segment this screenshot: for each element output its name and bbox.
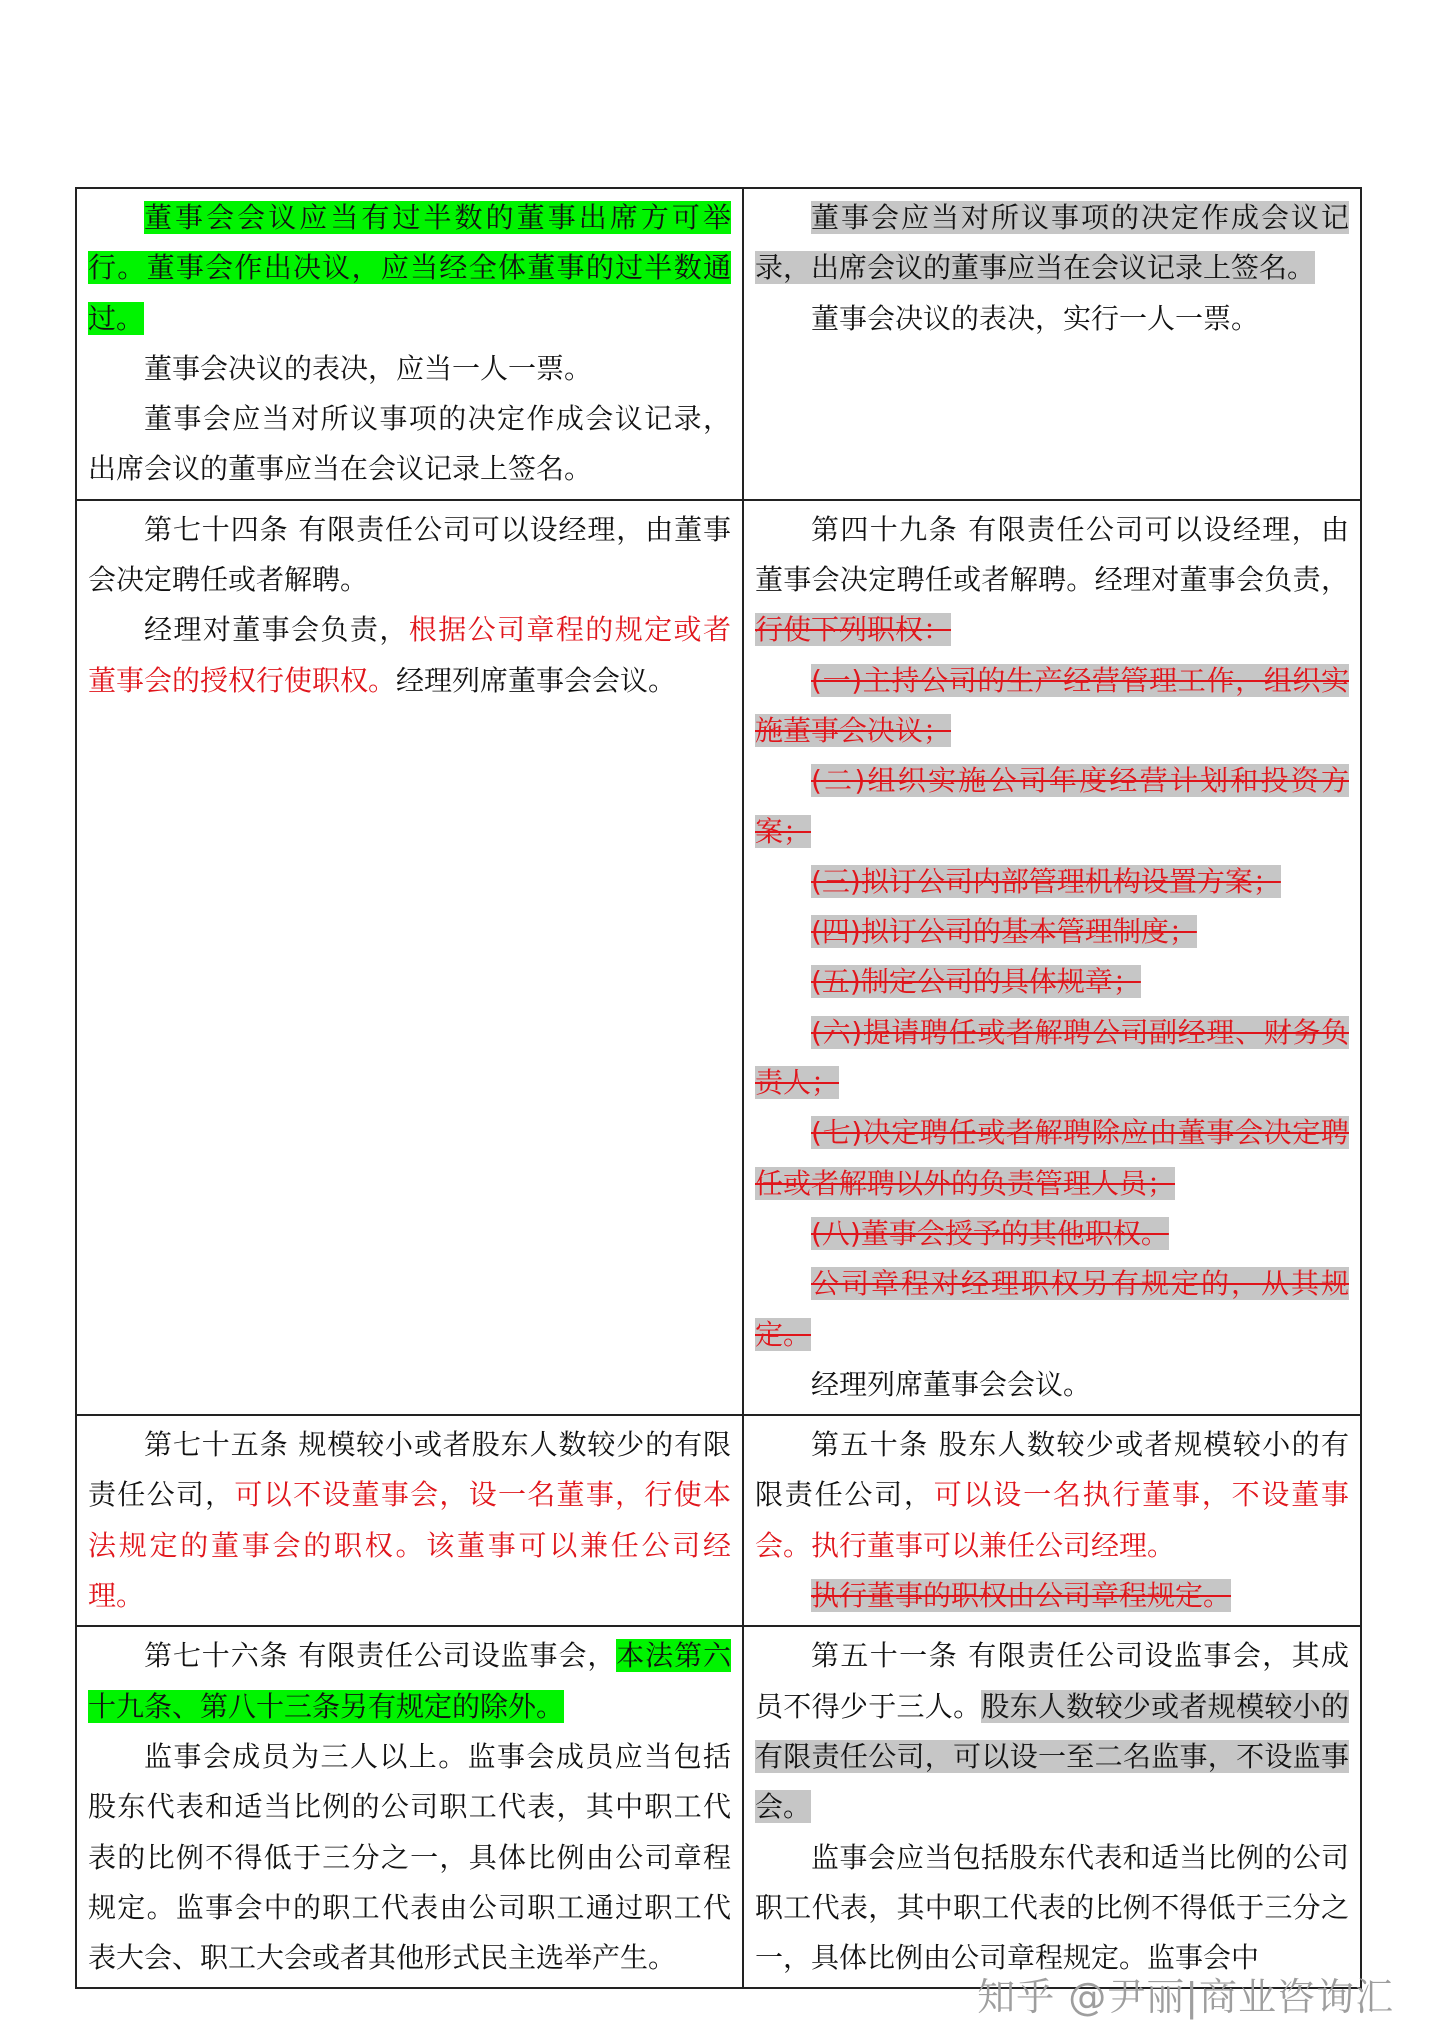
clause-paragraph [755, 193, 1349, 294]
clause-paragraph [755, 1259, 1349, 1360]
clause-paragraph [755, 1108, 1349, 1209]
clause-paragraph [755, 1420, 1349, 1571]
clause-text: 第七十五条 规模较小或者股东人数较少的有限责任公司， [88, 1428, 731, 1512]
clause-paragraph [755, 294, 1349, 344]
deleted-text: (四)拟订公司的基本管理制度； [811, 915, 1197, 949]
clause-paragraph [755, 1360, 1349, 1410]
watermark: 知乎 @尹丽|商业咨询汇 [977, 1975, 1394, 2019]
old-law-cell [743, 500, 1361, 1415]
clause-paragraph [755, 1631, 1349, 1832]
highlighted-text: 董事会会议应当有过半数的董事出席方可举行。董事会作出决议，应当经全体董事的过半数通过。 [88, 201, 731, 335]
table-row [76, 1626, 1361, 1988]
law-comparison-table [75, 187, 1362, 1989]
clause-paragraph [88, 1631, 731, 1732]
clause-paragraph [755, 907, 1349, 957]
old-law-cell [743, 1415, 1361, 1626]
clause-paragraph [755, 756, 1349, 857]
new-law-cell [76, 188, 743, 500]
highlighted-text: 本法第六十九条、第八十三条另有规定的除外。 [88, 1639, 731, 1723]
clause-paragraph [88, 605, 731, 706]
old-law-cell [743, 1626, 1361, 1988]
deleted-text: (八)董事会授予的其他职权。 [811, 1216, 1169, 1250]
deleted-text: 行使下列职权： [755, 613, 952, 647]
clause-paragraph [88, 1420, 731, 1621]
clause-text: 董事会应当对所议事项的决定作成会议记录，出席会议的董事应当在会议记录上签名。 [88, 402, 731, 486]
deleted-text: (二)组织实施公司年度经营计划和投资方案； [755, 764, 1349, 848]
clause-text: 第七十六条 有限责任公司设监事会， [144, 1639, 617, 1673]
clause-paragraph [88, 193, 731, 344]
deleted-text: (五)制定公司的具体规章； [811, 965, 1141, 999]
highlighted-text: 董事会应当对所议事项的决定作成会议记录，出席会议的董事应当在会议记录上签名。 [755, 201, 1349, 285]
clause-paragraph [755, 1008, 1349, 1109]
clause-paragraph [755, 505, 1349, 656]
clause-text: 第七十四条 有限责任公司可以设经理，由董事会决定聘任或者解聘。 [88, 512, 731, 597]
clause-paragraph [88, 344, 731, 394]
clause-paragraph [88, 505, 731, 606]
changed-text: 可以设一名执行董事，不设董事会。执行董事可以兼任公司经理。 [755, 1478, 1349, 1562]
new-law-cell [76, 1415, 743, 1626]
table-row [76, 188, 1361, 500]
clause-text: 董事会决议的表决，实行一人一票。 [811, 301, 1260, 335]
deleted-text: 执行董事的职权由公司章程规定。 [811, 1579, 1232, 1613]
clause-text: 经理对董事会负责， [144, 613, 409, 647]
clause-paragraph [88, 394, 731, 495]
clause-paragraph [755, 1833, 1349, 1984]
deleted-text: (六)提请聘任或者解聘公司副经理、财务负责人； [755, 1015, 1349, 1100]
clause-text: 经理列席董事会会议。 [811, 1367, 1092, 1401]
clause-paragraph [88, 1732, 731, 1983]
new-law-cell [76, 500, 743, 1415]
clause-paragraph [755, 957, 1349, 1007]
clause-paragraph [755, 857, 1349, 907]
changed-text: 可以不设董事会，设一名董事，行使本法规定的董事会的职权。该董事可以兼任公司经理。 [88, 1478, 731, 1613]
clause-paragraph [755, 656, 1349, 757]
clause-text: 第五十条 股东人数较少或者规模较小的有限责任公司， [755, 1428, 1349, 1512]
highlighted-text: 股东人数较少或者规模较小的有限责任公司，可以设一至二名监事，不设监事会。 [755, 1689, 1349, 1824]
table-row [76, 500, 1361, 1415]
deleted-text: (七)决定聘任或者解聘除应由董事会决定聘任或者解聘以外的负责管理人员； [755, 1116, 1349, 1200]
clause-text: 第四十九条 有限责任公司可以设经理，由董事会决定聘任或者解聘。经理对董事会负责， [755, 512, 1349, 597]
deleted-text: 公司章程对经理职权另有规定的，从其规定。 [755, 1267, 1349, 1351]
changed-text: 根据公司章程的规定或者董事会的授权行使职权。 [88, 613, 731, 697]
clause-text: 监事会成员为三人以上。监事会成员应当包括股东代表和适当比例的公司职工代表，其中职工代表的比例不得低于三分之一，具体比例由公司章程规定。监事会中的职工代表由公司职工通过职工代表大会、职工大会或者其他形式民主选举产生。 [88, 1739, 731, 1975]
clause-text: 监事会应当包括股东代表和适当比例的公司职工代表，其中职工代表的比例不得低于三分之一，具体比例由公司章程规定。监事会中 [755, 1840, 1349, 1975]
clause-paragraph [755, 1209, 1349, 1259]
old-law-cell [743, 188, 1361, 500]
clause-text: 经理列席董事会会议。 [396, 663, 677, 697]
new-law-cell [76, 1626, 743, 1988]
clause-text: 董事会决议的表决，应当一人一票。 [144, 351, 593, 385]
deleted-text: (三)拟订公司内部管理机构设置方案； [811, 864, 1281, 898]
table-row [76, 1415, 1361, 1626]
clause-paragraph [755, 1571, 1349, 1621]
deleted-text: (一)主持公司的生产经营管理工作，组织实施董事会决议； [755, 663, 1349, 747]
clause-text: 第五十一条 有限责任公司设监事会，其成员不得少于三人。 [755, 1639, 1349, 1723]
